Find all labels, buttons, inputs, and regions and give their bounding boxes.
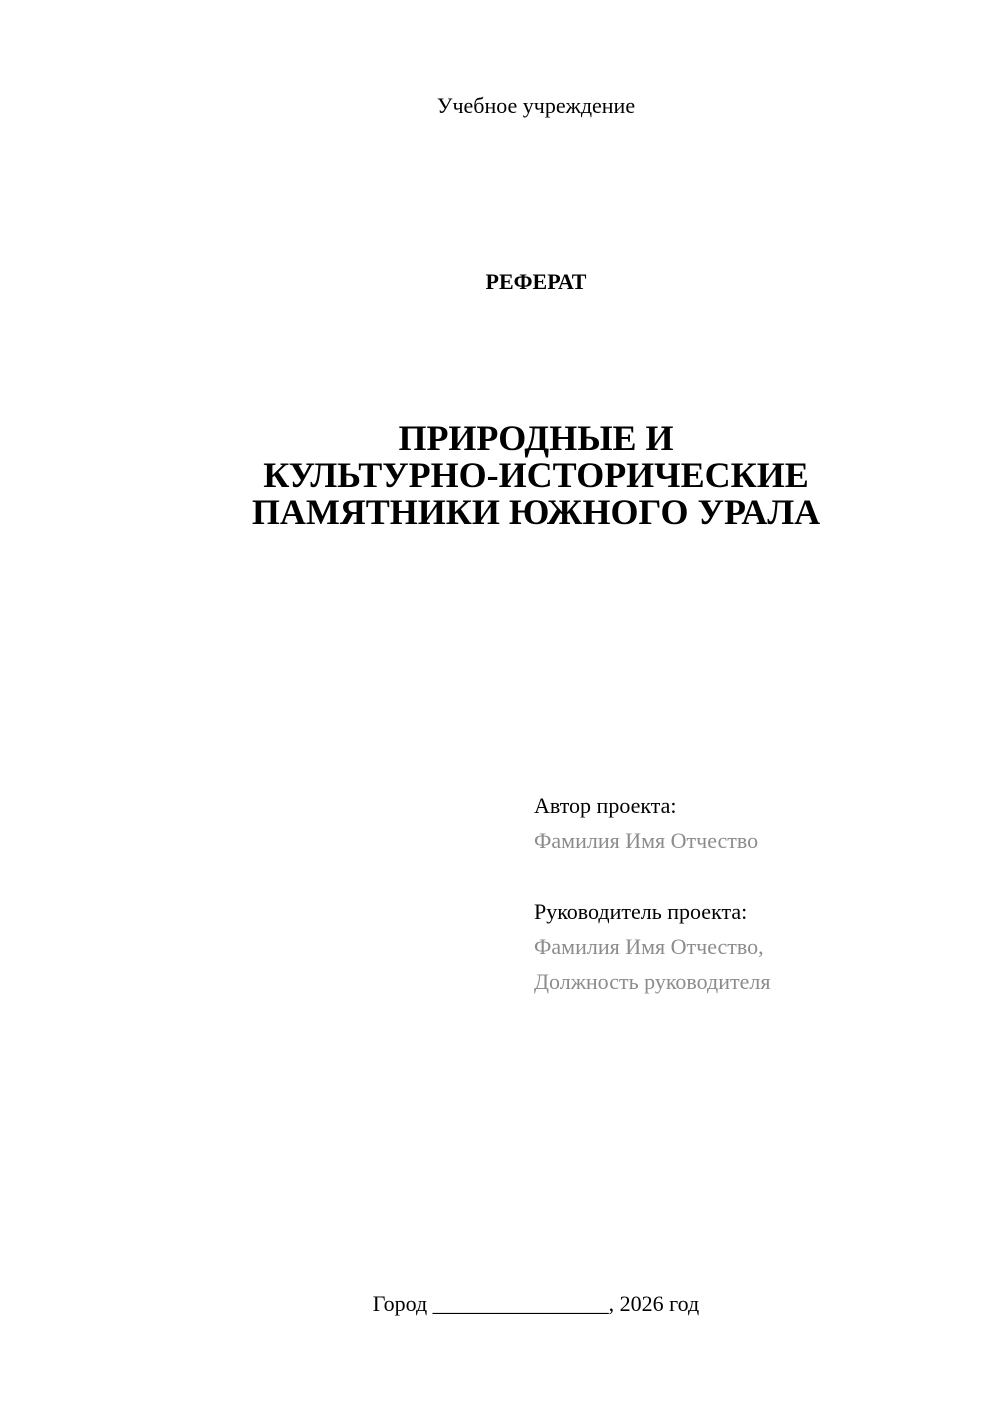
supervisor-name: Фамилия Имя Отчество, bbox=[534, 934, 764, 959]
document-title-line-3: ПАМЯТНИКИ ЮЖНОГО УРАЛА bbox=[251, 492, 821, 532]
document-type: РЕФЕРАТ bbox=[485, 269, 587, 294]
city-year-line: Город ________________, 2026 год bbox=[372, 1291, 700, 1316]
supervisor-label: Руководитель проекта: bbox=[534, 899, 748, 924]
info-spacer bbox=[534, 858, 974, 894]
document-title bbox=[0, 420, 1000, 531]
document-title-line-2: КУЛЬТУРНО-ИСТОРИЧЕСКИЕ bbox=[263, 455, 809, 495]
author-label: Автор проекта: bbox=[534, 793, 677, 818]
document-title-line-1: ПРИРОДНЫЕ И bbox=[398, 418, 674, 458]
author-name: Фамилия Имя Отчество bbox=[534, 828, 759, 853]
institution-name: Учебное учреждение bbox=[436, 93, 636, 118]
project-info-block bbox=[534, 788, 974, 999]
supervisor-position: Должность руководителя bbox=[534, 969, 771, 994]
